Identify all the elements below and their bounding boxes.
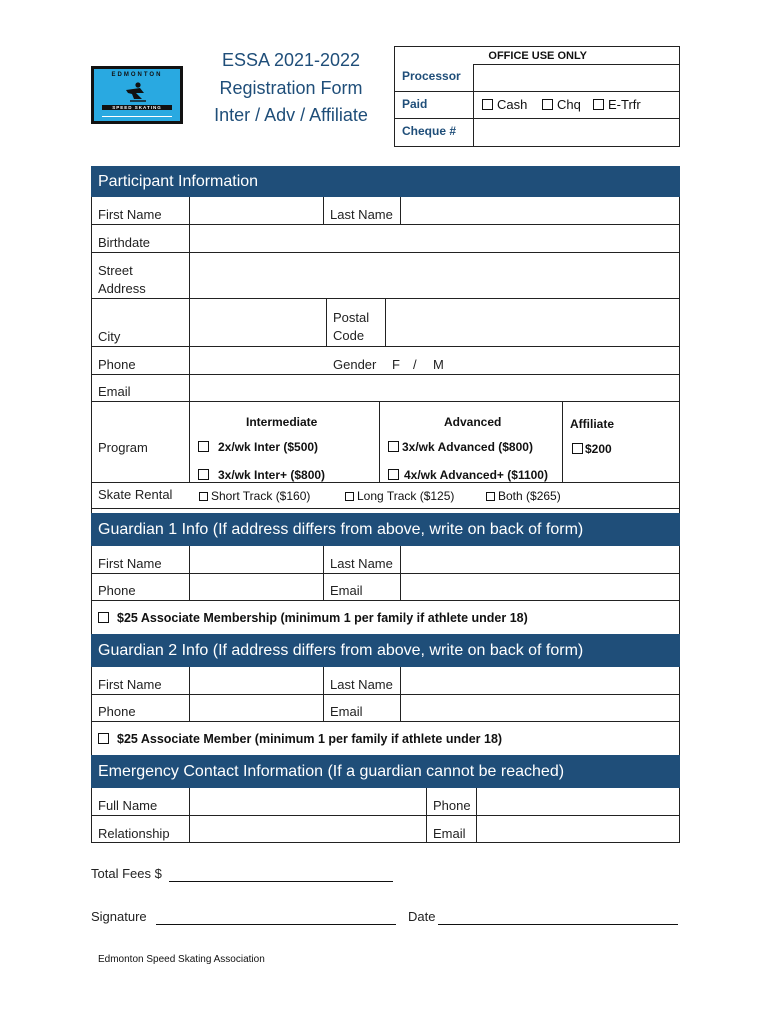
guardian1-last-name-label: Last Name — [330, 556, 393, 571]
street-label-line2: Address — [98, 281, 146, 296]
emergency-phone-label: Phone — [433, 798, 471, 813]
rental-both-option[interactable]: Both ($265) — [486, 489, 561, 503]
paid-label: Paid — [402, 97, 428, 111]
emergency-full-name-label: Full Name — [98, 798, 158, 813]
gender-label: Gender — [333, 357, 377, 372]
adv-4x-option[interactable]: 4x/wk Advanced+ ($1100) — [388, 468, 548, 482]
signature-label: Signature — [91, 909, 147, 924]
total-fees-label: Total Fees $ — [91, 866, 162, 881]
org-footer: Edmonton Speed Skating Association — [98, 954, 265, 965]
guardian1-email-label: Email — [330, 583, 363, 598]
city-label: City — [98, 329, 121, 344]
form-title-line2: Registration Form — [219, 78, 363, 98]
signature-field[interactable] — [156, 909, 396, 925]
logo-top-text: EDMONTON — [111, 72, 163, 78]
advanced-header: Advanced — [444, 415, 502, 429]
emergency-phone-field[interactable] — [477, 789, 679, 815]
participant-phone-label: Phone — [98, 357, 136, 372]
inter-3x-checkbox[interactable] — [198, 469, 209, 480]
guardian1-last-name-field[interactable] — [401, 547, 679, 573]
rental-both-checkbox[interactable] — [486, 492, 495, 501]
guardian1-email-field[interactable] — [401, 574, 679, 600]
gender-f-option[interactable]: F — [392, 357, 400, 372]
logo-divider — [102, 116, 172, 117]
total-fees-field[interactable] — [169, 866, 393, 882]
rental-long-checkbox[interactable] — [345, 492, 354, 501]
guardian1-heading: Guardian 1 Info (If address differs from above, write on back of form) — [91, 513, 680, 546]
affiliate-checkbox[interactable] — [572, 443, 583, 454]
guardian2-email-label: Email — [330, 704, 363, 719]
emergency-email-label: Email — [433, 826, 466, 841]
guardian1-first-name-field[interactable] — [190, 547, 323, 573]
essa-logo — [91, 66, 183, 124]
participant-last-name-label: Last Name — [330, 207, 393, 222]
guardian2-membership-checkbox[interactable] — [98, 733, 109, 744]
guardian1-phone-label: Phone — [98, 583, 136, 598]
rental-long-option[interactable]: Long Track ($125) — [345, 489, 454, 503]
affiliate-header: Affiliate — [570, 417, 615, 431]
inter-2x-checkbox[interactable] — [198, 441, 209, 452]
postal-label-line2: Code — [333, 328, 365, 343]
adv-4x-checkbox[interactable] — [388, 469, 399, 480]
inter-2x-option[interactable]: 2x/wk Inter ($500) — [198, 440, 318, 454]
guardian2-phone-label: Phone — [98, 704, 136, 719]
affiliate-option[interactable]: $200 — [572, 442, 612, 456]
rental-short-option[interactable]: Short Track ($160) — [199, 489, 310, 503]
gender-separator: / — [413, 357, 417, 372]
paid-cash-option[interactable]: Cash — [482, 97, 527, 112]
paid-etrfr-option[interactable]: E-Trfr — [593, 97, 641, 112]
participant-last-name-field[interactable] — [401, 198, 679, 224]
participant-heading: Participant Information — [91, 166, 680, 197]
office-use-table — [394, 46, 680, 147]
gender-m-option[interactable]: M — [433, 357, 444, 372]
paid-chq-option[interactable]: Chq — [542, 97, 581, 112]
etrfr-checkbox[interactable] — [593, 99, 604, 110]
guardian2-first-name-field[interactable] — [190, 668, 323, 694]
adv-3x-option[interactable]: 3x/wk Advanced ($800) — [388, 440, 533, 454]
form-title-line1: ESSA 2021-2022 — [221, 50, 361, 70]
guardian2-first-name-label: First Name — [98, 677, 162, 692]
guardian2-membership-option[interactable]: $25 Associate Member (minimum 1 per family if athlete under 18) — [98, 732, 502, 746]
logo-bottom-text: SPEED SKATING — [102, 105, 172, 110]
chq-checkbox[interactable] — [542, 99, 553, 110]
date-field[interactable] — [438, 909, 678, 925]
emergency-email-field[interactable] — [477, 816, 679, 842]
guardian2-email-field[interactable] — [401, 695, 679, 721]
participant-email-field[interactable] — [190, 375, 679, 401]
participant-first-name-field[interactable] — [190, 198, 323, 224]
guardian1-membership-checkbox[interactable] — [98, 612, 109, 623]
guardian2-heading: Guardian 2 Info (If address differs from above, write on back of form) — [91, 634, 680, 667]
cheque-label: Cheque # — [402, 124, 457, 138]
guardian1-phone-field[interactable] — [190, 574, 323, 600]
postal-label-line1: Postal — [333, 310, 370, 325]
birthdate-field[interactable] — [190, 225, 679, 252]
emergency-heading: Emergency Contact Information (If a guardian cannot be reached) — [91, 755, 680, 788]
guardian2-last-name-field[interactable] — [401, 668, 679, 694]
cash-checkbox[interactable] — [482, 99, 493, 110]
participant-phone-field[interactable] — [190, 347, 326, 374]
city-field[interactable] — [190, 299, 326, 346]
guardian1-membership-option[interactable]: $25 Associate Membership (minimum 1 per family if athlete under 18) — [98, 611, 528, 625]
processor-label: Processor — [402, 69, 461, 83]
emergency-relationship-field[interactable] — [190, 816, 426, 842]
guardian2-phone-field[interactable] — [190, 695, 323, 721]
guardian2-last-name-label: Last Name — [330, 677, 393, 692]
program-label: Program — [98, 440, 148, 455]
skater-icon — [120, 81, 154, 103]
street-address-field[interactable] — [190, 253, 679, 298]
participant-email-label: Email — [98, 384, 131, 399]
adv-3x-checkbox[interactable] — [388, 441, 399, 452]
date-label: Date — [408, 909, 436, 924]
office-heading: OFFICE USE ONLY — [488, 50, 587, 62]
birthdate-label: Birthdate — [98, 235, 151, 250]
postal-code-field[interactable] — [386, 299, 679, 346]
intermediate-header: Intermediate — [246, 415, 318, 429]
guardian1-first-name-label: First Name — [98, 556, 162, 571]
rental-short-checkbox[interactable] — [199, 492, 208, 501]
participant-first-name-label: First Name — [98, 207, 162, 222]
emergency-full-name-field[interactable] — [190, 789, 426, 815]
street-label-line1: Street — [98, 263, 133, 278]
skate-rental-label: Skate Rental — [98, 487, 173, 502]
form-title-line3: Inter / Adv / Affiliate — [214, 105, 368, 125]
inter-3x-option[interactable]: 3x/wk Inter+ ($800) — [198, 468, 325, 482]
emergency-relationship-label: Relationship — [98, 826, 170, 841]
